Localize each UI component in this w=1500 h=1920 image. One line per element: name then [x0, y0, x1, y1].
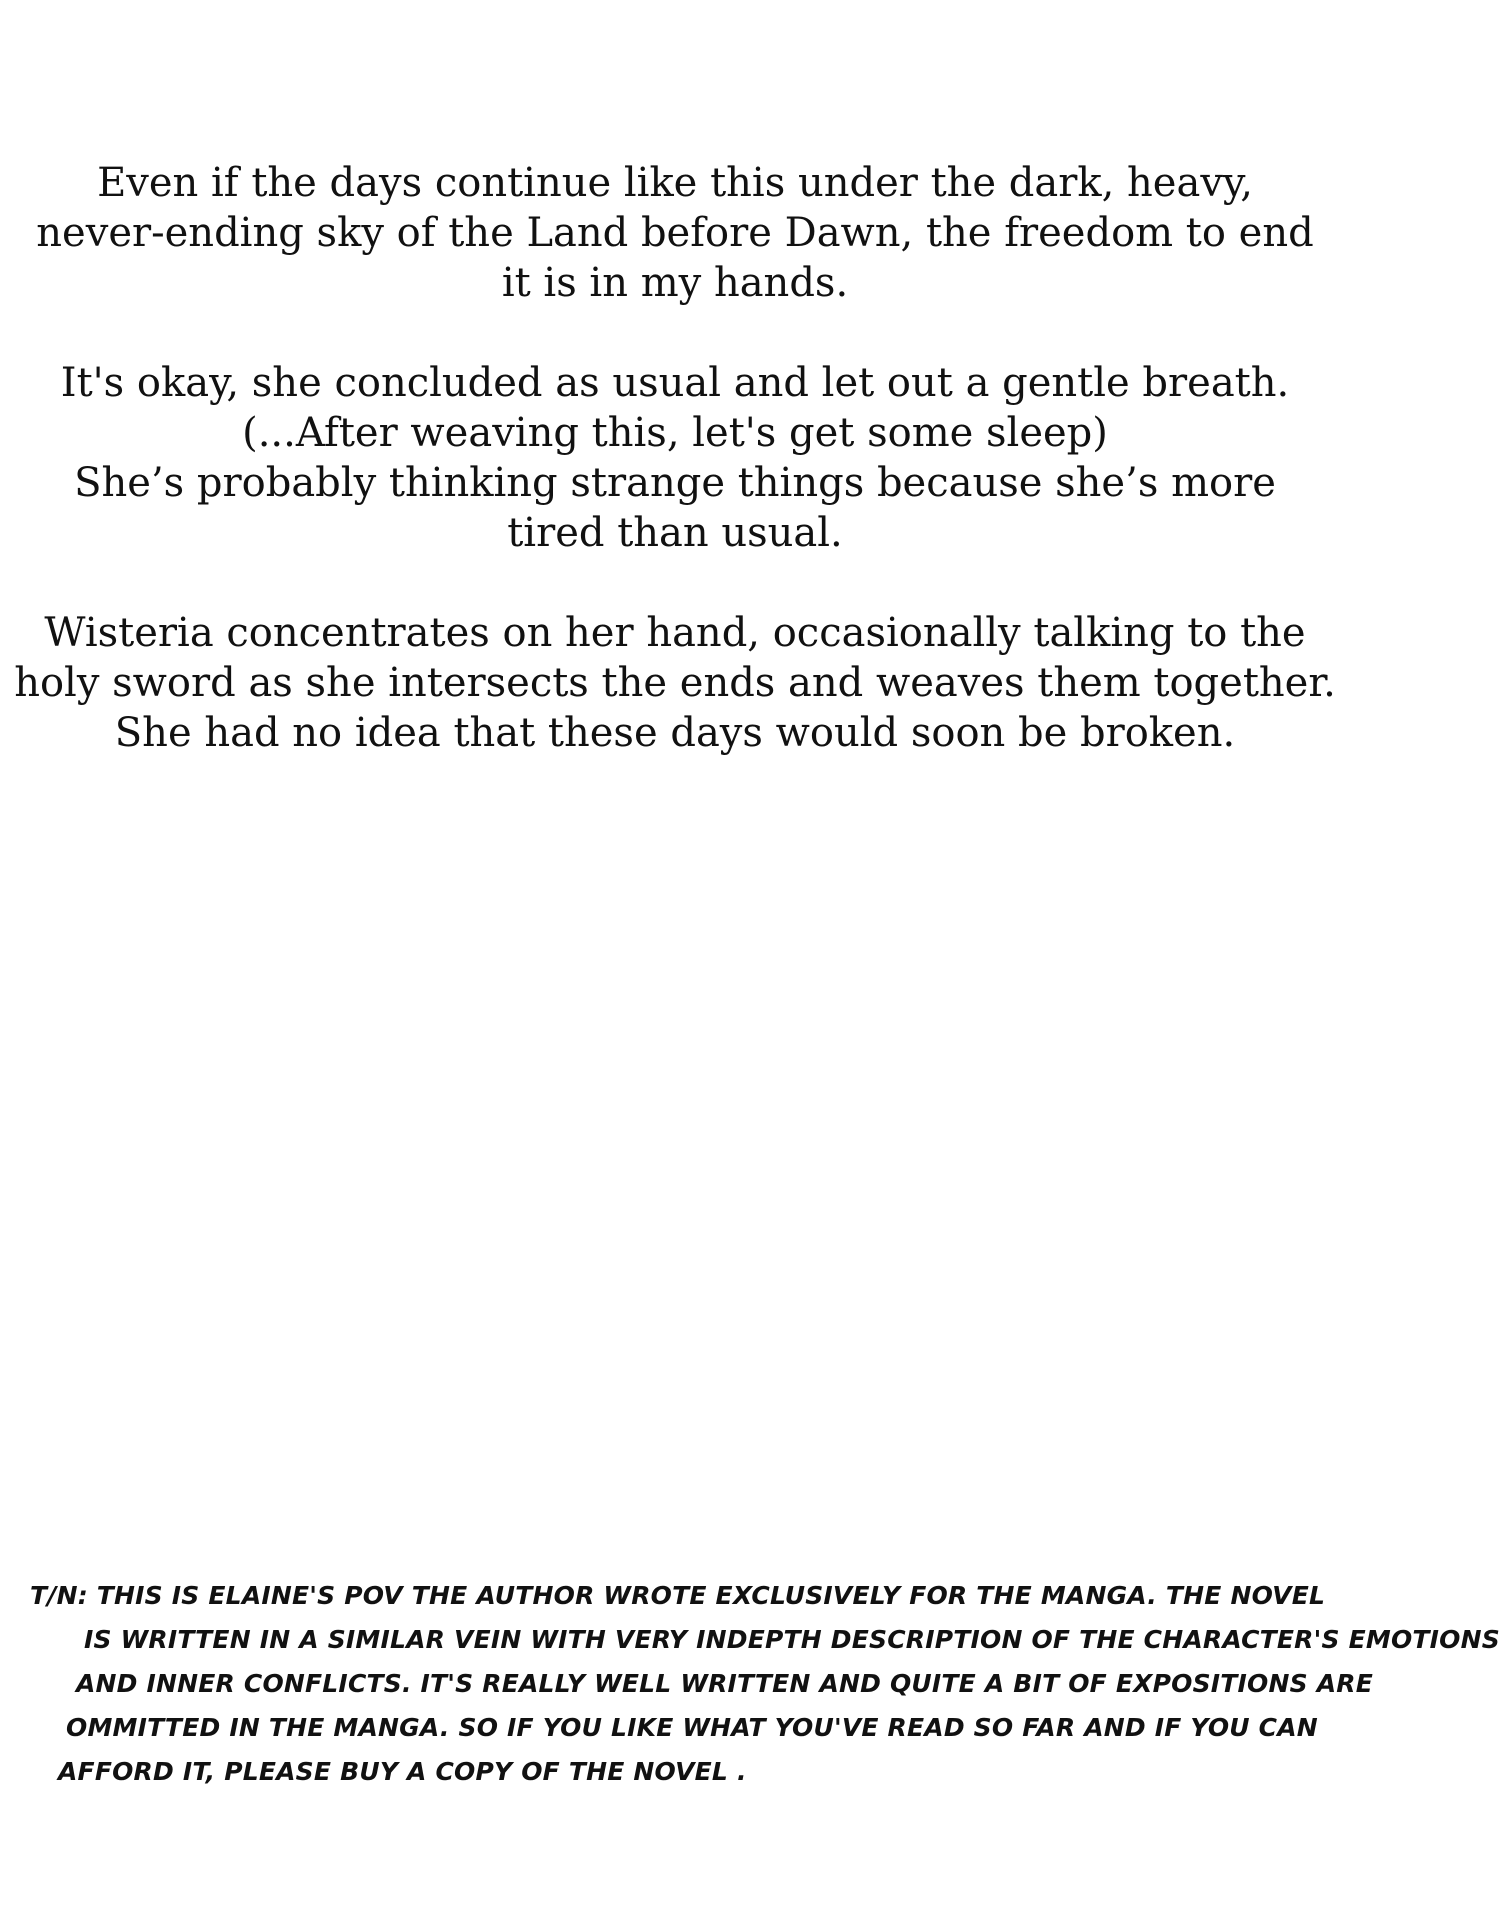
translator-note-line: OMMITTED IN THE MANGA. SO IF YOU LIKE WHAT YOU'VE READ SO FAR AND IF YOU CAN: [66, 1713, 1318, 1742]
story-line: holy sword as she intersects the ends and weaves them together.: [14, 660, 1336, 706]
translator-note-line: T/N: THIS IS ELAINE'S POV THE AUTHOR WROTE EXCLUSIVELY FOR THE MANGA. THE NOVEL: [30, 1581, 1326, 1610]
story-text: [0, 158, 1350, 808]
story-line: Wisteria concentrates on her hand, occasionally talking to the: [44, 610, 1306, 656]
translator-note-line: AFFORD IT, PLEASE BUY A COPY OF THE NOVEL .: [58, 1757, 747, 1786]
story-line: it is in my hands.: [501, 260, 849, 306]
story-line: never-ending sky of the Land before Dawn, the freedom to end: [36, 210, 1314, 256]
translator-note: [0, 1574, 1500, 1794]
story-paragraph-3: [0, 608, 1350, 758]
story-line: She had no idea that these days would soon be broken.: [114, 710, 1236, 756]
story-line: (...After weaving this, let's get some sleep): [242, 410, 1108, 456]
translator-note-line: AND INNER CONFLICTS. IT'S REALLY WELL WRITTEN AND QUITE A BIT OF EXPOSITIONS ARE: [76, 1669, 1374, 1698]
story-line: She’s probably thinking strange things because she’s more: [74, 460, 1276, 506]
story-line: tired than usual.: [507, 510, 843, 556]
story-line: Even if the days continue like this under the dark, heavy,: [97, 160, 1253, 206]
story-paragraph-1: [0, 158, 1350, 308]
story-paragraph-2: [0, 358, 1350, 558]
translator-note-line: IS WRITTEN IN A SIMILAR VEIN WITH VERY INDEPTH DESCRIPTION OF THE CHARACTER'S EMOTIONS: [84, 1625, 1500, 1654]
story-line: It's okay, she concluded as usual and let out a gentle breath.: [60, 360, 1290, 406]
